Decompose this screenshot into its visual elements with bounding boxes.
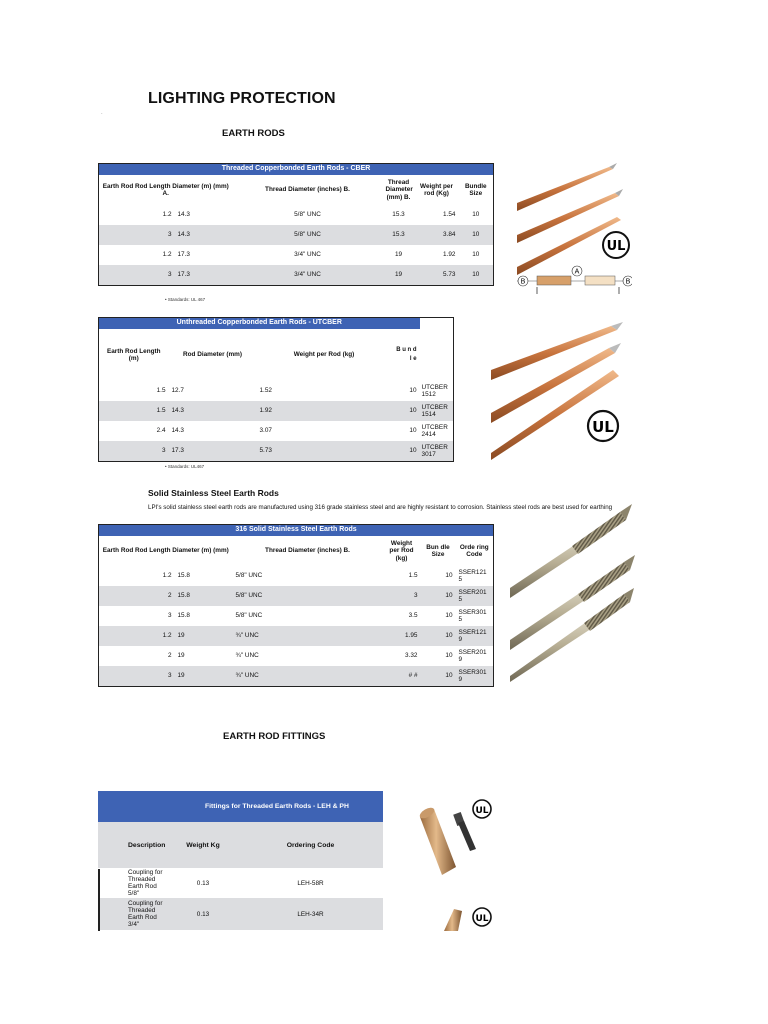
cell: SSER121 9 [456, 626, 494, 646]
cell: 15.8 [177, 572, 190, 580]
cell: 15.3 [383, 225, 415, 245]
cell: SSER301 9 [456, 666, 494, 687]
cell: 1.5 [99, 401, 169, 421]
sser-header-bundle: Bun dle Size [426, 543, 450, 558]
cell: Coupling for Threaded Earth Rod 3/4" [128, 900, 163, 929]
cell: 10 [445, 572, 453, 580]
fittings-header-description: Description [98, 822, 168, 868]
cell: 12.7 [171, 387, 184, 395]
table-row [99, 225, 494, 245]
cell: 3.32 [405, 652, 418, 660]
cber-table [98, 163, 494, 286]
cell: UTCBER 1514 [420, 401, 454, 421]
svg-text:UL: UL [475, 914, 489, 924]
cell: ¾" UNC [235, 652, 259, 660]
cell: 3 [99, 225, 175, 245]
cell: 10 [421, 626, 456, 646]
cell: 19 [383, 265, 415, 286]
cber-caption: Threaded Copperbonded Earth Rods - CBER [99, 164, 494, 176]
cell: 5/8" UNC [235, 612, 263, 620]
cell: 14.3 [169, 401, 257, 421]
cell: 5.73 [257, 441, 392, 462]
stainless-steel-rods-image [510, 500, 635, 682]
cell: 3 [99, 666, 175, 687]
sser-table [98, 524, 494, 687]
cell: 1.2 [162, 251, 172, 259]
cell: 3.5 [408, 612, 418, 620]
table-row [99, 626, 494, 646]
cber-header-thread: Thread Diameter (inches) B. [265, 186, 350, 194]
svg-text:B: B [520, 278, 526, 286]
cell: 5.73 [415, 265, 459, 286]
cell: 1.92 [257, 401, 392, 421]
cell: 3.84 [415, 225, 459, 245]
cell: 10 [472, 211, 480, 219]
cell: 0.13 [196, 910, 210, 918]
cber-header-bundle: Bundle Size [464, 182, 487, 197]
fittings-caption: Fittings for Threaded Earth Rods - LEH & PH [168, 791, 383, 822]
utcber-header-length: Earth Rod Length (m) [106, 347, 161, 362]
table-row [99, 381, 454, 401]
cell: 0.13 [196, 879, 210, 887]
cell: 3/4" UNC [233, 265, 383, 286]
cell: 14.3 [175, 225, 233, 245]
fittings-left-border [98, 869, 100, 931]
cell: ¾" UNC [233, 666, 383, 687]
utcber-standards-note: • Standards: UL467 [165, 464, 205, 469]
table-row [98, 898, 383, 930]
copperbonded-unthreaded-rods-image [491, 318, 631, 460]
utcber-header-weight: Weight per Rod (kg) [293, 351, 355, 359]
cell: 2 [99, 586, 175, 606]
cell: SSER201 5 [456, 586, 494, 606]
cell: SSER301 5 [458, 608, 487, 623]
cber-header-thread-dia: Thread Diameter (mm) B. [385, 178, 413, 201]
cell: 17.3 [175, 265, 233, 286]
table-row [99, 606, 494, 626]
cell: Coupling for Threaded Earth Rod 5/8" [128, 869, 163, 898]
cell: 1.52 [259, 387, 272, 395]
sser-caption: 316 Solid Stainless Steel Earth Rods [99, 525, 494, 537]
cber-header-weight: Weight per rod (Kg) [420, 182, 453, 197]
svg-text:A: A [574, 268, 580, 276]
page-title: LIGHTING PROTECTION [148, 90, 336, 107]
cell: 1.2 [162, 211, 172, 219]
cell: 1.2 [162, 572, 172, 580]
svg-text:UL: UL [475, 806, 489, 816]
cell: 14.3 [171, 427, 184, 435]
sser-header-weight: Weight per Rod (kg) [389, 539, 414, 562]
fittings-heading: EARTH ROD FITTINGS [223, 731, 326, 742]
cell: SSER121 5 [458, 568, 487, 583]
fittings-header-weight: Weight Kg [168, 822, 238, 868]
rod-dimension-diagram [517, 266, 632, 294]
ul-logo-icon [603, 232, 629, 258]
cell: 1.5 [156, 387, 166, 395]
utcber-caption: Unthreaded Copperbonded Earth Rods - UTCBER [99, 318, 420, 330]
cell: ¾" UNC [233, 626, 383, 646]
cell: 3 [99, 265, 175, 286]
cell: 10 [392, 441, 420, 462]
earth-rods-heading: EARTH RODS [222, 128, 285, 139]
cell: 17.3 [169, 441, 257, 462]
cell: 5/8" UNC [235, 572, 263, 580]
cell: # # [383, 666, 421, 687]
table-row [99, 566, 494, 586]
cell: LEH-34R [297, 910, 324, 918]
cell: UTCBER 3017 [420, 441, 454, 462]
sser-header-rod: Earth Rod Rod Length Diameter (m) (mm) [102, 547, 229, 555]
cell: 2.4 [156, 427, 166, 435]
cell: 19 [175, 626, 233, 646]
table-row [98, 868, 383, 898]
cell: 15.3 [392, 211, 405, 219]
cell: 10 [472, 251, 480, 259]
cell: 10 [445, 612, 453, 620]
cell: UTCBER 1512 [421, 383, 448, 398]
utcber-header-diameter: Rod Diameter (mm) [183, 351, 242, 359]
cell: 1.54 [443, 211, 456, 219]
sser-header-code: Orde ring Code [459, 543, 489, 558]
svg-text:B: B [625, 278, 631, 286]
svg-text:UL: UL [606, 239, 626, 254]
cell: 3 [167, 612, 172, 620]
cell: 3 [99, 441, 169, 462]
ul-logo-icon [588, 411, 618, 441]
cell: 3/4" UNC [294, 251, 321, 259]
cell: 15.8 [177, 612, 190, 620]
fittings-header-code: Ordering Code [238, 822, 383, 868]
ul-logo-icon [473, 908, 491, 926]
cell: 10 [409, 387, 417, 395]
sser-header-thread: Thread Diameter (inches) B. [265, 547, 350, 555]
sser-paragraph: LPI's solid stainless steel earth rods are manufactured using 316 grade stainless steel and are highly resistant to corrosion. Stainless steel rods are best used for earthing [148, 504, 613, 511]
cell: UTCBER 2414 [421, 423, 448, 438]
utcber-table [98, 317, 454, 462]
svg-text:UL: UL [592, 418, 614, 436]
fittings-header-bar [98, 791, 168, 822]
cell: 17.3 [177, 251, 190, 259]
cell: 10 [409, 427, 417, 435]
cell: LEH-58R [297, 879, 324, 887]
cell: 2 [167, 652, 172, 660]
cell: 19 [394, 251, 403, 259]
table-row [99, 245, 494, 265]
cber-standards-note: • Standards: UL 467 [165, 297, 206, 302]
cell: 3.07 [259, 427, 272, 435]
table-row [99, 401, 454, 421]
table-row [99, 586, 494, 606]
cell: 10 [459, 265, 494, 286]
cell: SSER201 9 [458, 648, 487, 663]
cell: 15.8 [175, 586, 233, 606]
cell: 5/8" UNC [294, 211, 321, 219]
cell: 19 [175, 666, 233, 687]
cell: 1.95 [383, 626, 421, 646]
cell: 3 [383, 586, 421, 606]
table-row [99, 205, 494, 225]
cell: 10 [445, 652, 453, 660]
table-row [99, 646, 494, 666]
coupling-fittings-image [414, 793, 494, 931]
cell: 1.5 [408, 572, 418, 580]
cell: 14.3 [177, 211, 190, 219]
utcber-header-bundle: B u n d l e [396, 347, 417, 362]
cber-header-rod: Earth Rod Rod Length Diameter (m) (mm) A. [102, 182, 229, 197]
table-row [99, 421, 454, 441]
sser-heading: Solid Stainless Steel Earth Rods [148, 488, 279, 498]
table-row [99, 666, 494, 687]
table-row [99, 441, 454, 462]
table-row [99, 265, 494, 286]
copperbonded-threaded-rods-image [517, 163, 632, 298]
cell: 10 [421, 586, 456, 606]
cell: 10 [459, 225, 494, 245]
stray-mark: . [101, 110, 103, 116]
cell: 10 [392, 401, 420, 421]
cell: 1.92 [443, 251, 456, 259]
cell: 19 [177, 652, 185, 660]
cell: 5/8" UNC [233, 225, 383, 245]
cell: 5/8" UNC [233, 586, 383, 606]
ul-logo-icon [473, 800, 491, 818]
cell: 1.2 [99, 626, 175, 646]
cell: 10 [421, 666, 456, 687]
